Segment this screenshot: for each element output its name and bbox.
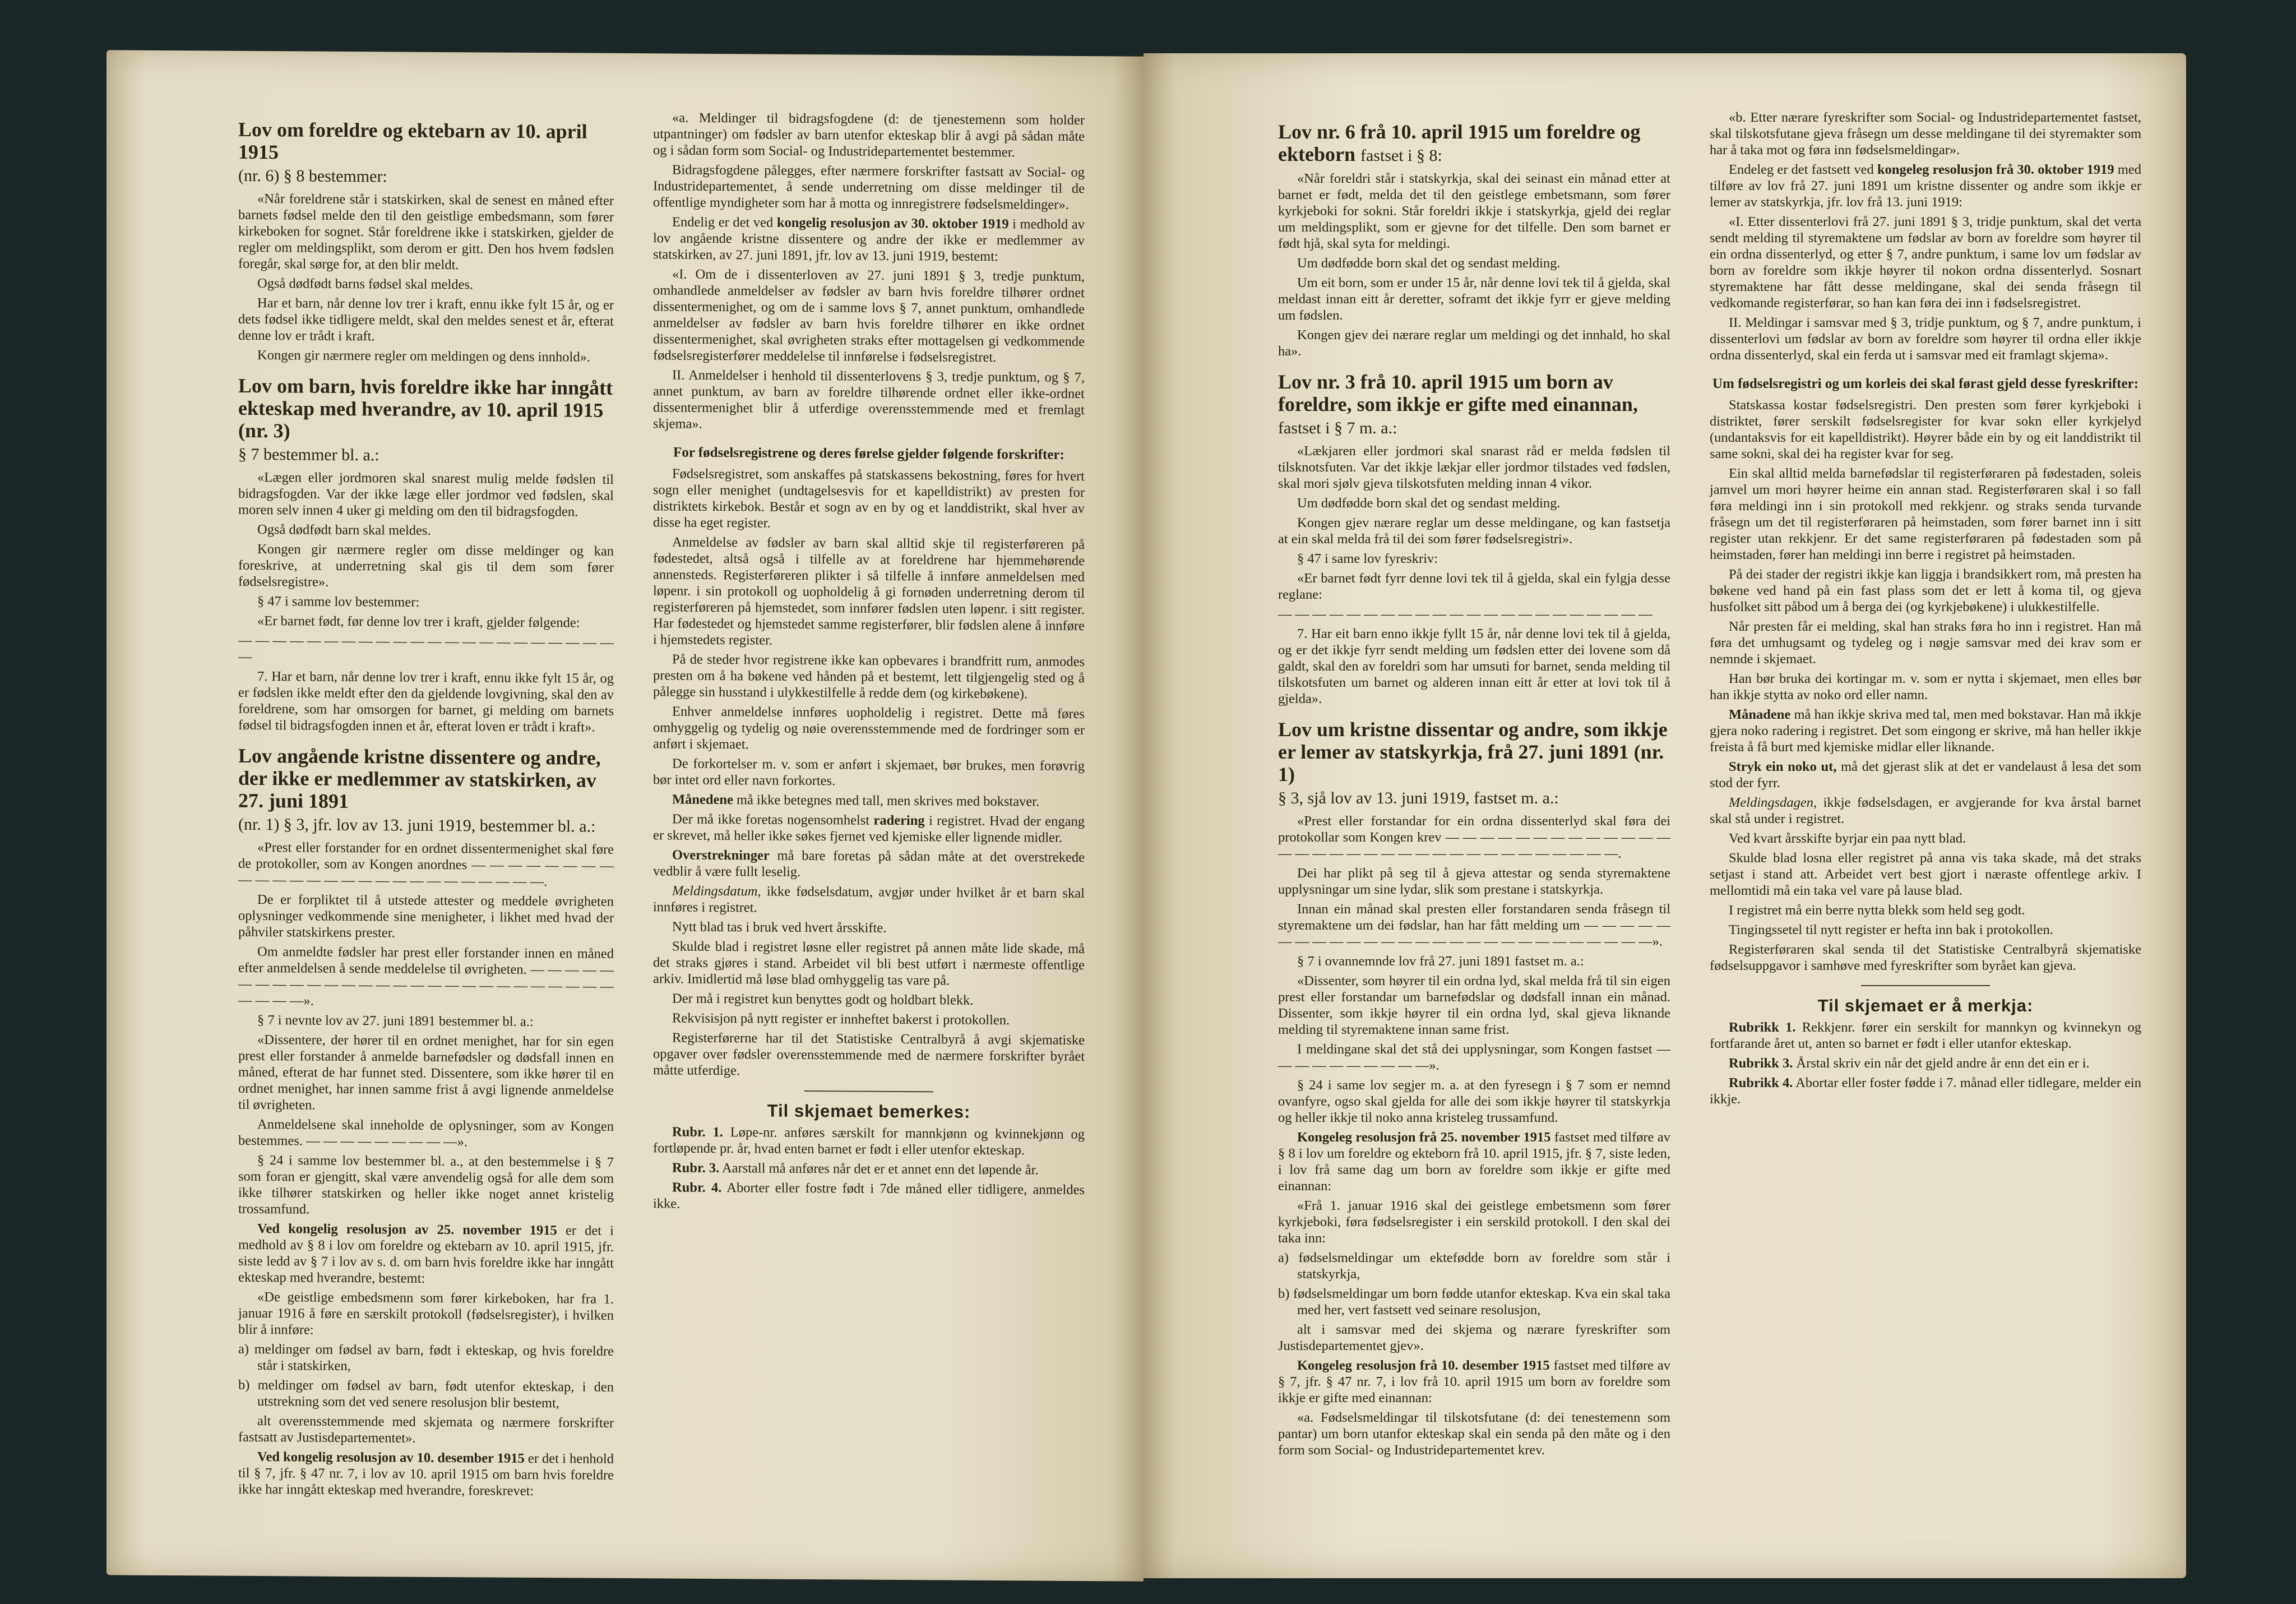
paragraph: På de steder hvor registrene ikke kan opbevares i brandfritt rum, anmodes presten om å ha bøkene ved hånden på et bestemt, lett tilgjengelig sted og å pålegge sin husstand i ulykkestilfelle å redde dem (og kirkebøkene). bbox=[653, 651, 1085, 702]
paragraph: Statskassa kostar fødselsregistri. Den presten som fører kyrkjeboki i distriktet, fører serskilt fødselsregister for kvar sokn eller kyrkjelyd (undantaksvis for eit kapelldistrikt). Høyrer både ein by og eit landdistrikt til same sokni, skal dei ha register kvar for seg. bbox=[1710, 397, 2141, 461]
paragraph: § 7 i ovannemnde lov frå 27. juni 1891 fastset m. a.: bbox=[1297, 954, 1584, 969]
paragraph: Ved kongelig resolusjon av 10. desember 1915 er det i henhold til § 7, jfr. § 47 nr. 7, i lov av 10. april 1915 om barn hvis foreldre ikke har inngått ekteskap med hverandre, foreskrevet: bbox=[238, 1449, 614, 1499]
paragraph: Der må ikke foretas nogensomhelst radering i registret. Hvad der engang er skrevet, må heller ikke søkes fjernet ved kjemiske eller lignende midler. bbox=[653, 811, 1085, 845]
paragraph: Der må i registret kun benyttes godt og holdbart blekk. bbox=[672, 991, 974, 1008]
paragraph: Registerførerne har til det Statistiske Centralbyrå å avgi skjematiske opgaver over fødsler overensstemmende med de nærmere forskrifter byrået måtte utferdige. bbox=[653, 1030, 1085, 1079]
paragraph: alt overensstemmende med skjemata og nærmere forskrifter fastsatt av Justisdepartementet». bbox=[238, 1413, 614, 1446]
paragraph: På dei stader der registri ikkje kan liggja i brandsikkert rom, må presten ha bøkene ved hand på ein fast plass som det er lett å koma til, og gjeva husfolket sitt påbod um å berga dei (og kyrkjebøkene) i ulukkestilfelle. bbox=[1710, 567, 2141, 614]
right-page-column-1 bbox=[1278, 109, 1670, 1462]
paragraph: «Er barnet født fyrr denne lovi tek til å gjelda, skal ein fylgja desse reglane: bbox=[1278, 571, 1670, 602]
left-page bbox=[107, 50, 1144, 1581]
paragraph: «a. Meldinger til bidragsfogdene (d: de tjenestemenn som holder utpantninger) om fødsler av barn utenfor ekteskap blir å avgi på sådan måte og i sådan form som Social- og Industridepartementet bestemmer. bbox=[653, 110, 1085, 160]
paragraph: Um dødfødde born skal det og sendast melding. bbox=[1297, 256, 1561, 271]
paragraph: «Dissenter, som høyrer til ein ordna lyd, skal melda frå til sin eigen prest eller forstandar um barnefødslar og dødsfall innan ein månad. Dissenter, som ikkje høyrer til ein ordna lyd, skal gjeva liknande melding til styremaktene innan same frist. bbox=[1278, 973, 1670, 1037]
paragraph: I registret må ein berre nytta blekk som held seg godt. bbox=[1729, 903, 2025, 918]
divider bbox=[1861, 985, 1990, 986]
paragraph: § 47 i samme lov bestemmer: bbox=[257, 593, 420, 610]
list-item: a) fødselsmeldingar um ektefødde born av foreldre som står i statskyrkja, bbox=[1278, 1250, 1670, 1282]
heading-til-skjemaet: Til skjemaet bemerkes: bbox=[767, 1101, 971, 1122]
paragraph: Rekvisisjon på nytt register er innheftet bakerst i protokollen. bbox=[672, 1010, 1010, 1028]
paragraph: Ved kongelig resolusjon av 25. november 1915 er det i medhold av § 8 i lov om foreldre og ektebarn av 10. april 1915, jfr. siste ledd av § 7 i lov av s. d. om barn hvis foreldre ikke har inngått ekteskap med hverandre, bestemt: bbox=[238, 1221, 614, 1286]
paragraph: Bidragsfogdene pålegges, efter nærmere forskrifter fastsatt av Social- og Industridepartementet, å sende underretning om disse meldinger til de offentlige myndigheter som har å motta og innregistrere fødselsmeldinger». bbox=[653, 162, 1085, 212]
heading-foreldre-ekteborn: Lov nr. 6 frå 10. april 1915 um foreldre og ekteborn fastset i § 8: bbox=[1278, 121, 1641, 165]
paragraph: Nytt blad tas i bruk ved hvert årsskifte. bbox=[672, 919, 887, 936]
paragraph: Enhver anmeldelse innføres uopholdelig i registret. Dette må føres omhyggelig og tydelig og nøie overensstemmende med de fordringer som er anført i skjemaet. bbox=[653, 704, 1085, 752]
heading-til-skjemaet-merkja: Til skjemaet er å merkja: bbox=[1817, 996, 2034, 1015]
heading-kristne-dissentar: Lov um kristne dissentar og andre, som ikkje er lemer av statskyrkja, frå 27. juni 1891 (nr. 1) § 3, sjå lov av 13. juni 1919, fastset m. a.: bbox=[1278, 718, 1668, 807]
paragraph: Kongen gir nærmere regler om meldingen og dens innhold». bbox=[257, 347, 590, 365]
paragraph: 7. Har et barn, når denne lov trer i kraft, ennu ikke fylt 15 år, og er fødslen ikke meldt efter den da gjeldende lovgivning, skal den av foreldrene, som har omsorgen for barnet, gi melding om barnets fødsel til bidragsfogden innen et år, efterat loven er trådt i kraft». bbox=[238, 668, 614, 735]
paragraph: Meldingsdagen, ikkje fødselsdagen, er avgjerande for kva årstal barnet skal stå under i registret. bbox=[1710, 795, 2141, 826]
paragraph: Om anmeldte fødsler har prest eller forstander innen en måned efter anmeldelsen å sende meddelelse til øvrigheten. — — — — — — — — — — — — — — — — — — — — — — — — — — — — — — —». bbox=[238, 944, 614, 1009]
paragraph: «b. Etter nærare fyreskrifter som Social- og Industridepartementet fastset, skal tilskotsfutane gjeva fråsegn um desse meldingane til dei styremakter som har å taka mot og føra inn fødselsmeldingar». bbox=[1710, 110, 2141, 158]
heading-foreldre-ektebarn: Lov om foreldre og ektebarn av 10. april 1915 (nr. 6) § 8 bestemmer: bbox=[238, 118, 587, 186]
paragraph: Registerføraren skal senda til det Statistiske Centralbyrå skjematiske fødselsuppgavor i samhøve med fyreskrifter som byrået kan gjeva. bbox=[1710, 942, 2141, 973]
list bbox=[238, 1341, 614, 1412]
paragraph: I meldingane skal det stå dei upplysningar, som Kongen fastset — — — — — — — — — —». bbox=[1278, 1042, 1670, 1073]
paragraph: Kongeleg resolusjon frå 10. desember 1915 fastset med tilføre av § 7, jfr. § 47 nr. 7, i lov frå 10. april 1915 um born av foreldre som ikkje er gifte med einannan: bbox=[1278, 1358, 1670, 1406]
paragraph: Tingingssetel til nytt register er hefta inn bak i protokollen. bbox=[1729, 922, 2053, 937]
paragraph: Stryk ein noko ut, må det gjerast slik at det er vandelaust å lesa det som stod der fyrr. bbox=[1710, 759, 2141, 791]
list-item: b) meldinger om fødsel av barn, født utenfor ekteskap, i den utstrekning som det ved senere resolusjon blir bestemt, bbox=[238, 1377, 614, 1411]
paragraph: § 47 i same lov fyreskriv: bbox=[1297, 551, 1438, 566]
paragraph: Skulde blad i registret løsne eller registret på annen måte lide skade, må det straks gjøres i stand. Arbeidet vil bli best utført i nærmeste offentlige arkiv. Imidlertid må løse blad omhyggelig tas vare på. bbox=[653, 939, 1085, 988]
paragraph: Skulde blad losna eller registret på anna vis taka skade, må det straks setjast i stand att. Arbeidet vert best gjort i næraste offentlege arkiv. I mellomtidi må ein taka vel vare på lause blad. bbox=[1710, 850, 2141, 898]
paragraph: Ved kvart årsskifte byrjar ein paa nytt blad. bbox=[1729, 831, 1966, 846]
paragraph: Rubrikk 3. Årstal skriv ein når det gjeld andre år enn det ein er i. bbox=[1729, 1056, 2090, 1071]
paragraph: «Lækjaren eller jordmori skal snarast råd er melda fødslen til tilsknotsfuten. Var det ikkje lækjar eller jordmor tilstades ved fødslen, skal mori sjølv gjeva tilskotsfuten melding innan 4 vikor. bbox=[1278, 443, 1670, 491]
paragraph: 7. Har eit barn enno ikkje fyllt 15 år, når denne lovi tek til å gjelda, og er det ikkje fyrr sendt melding um fødslen etter dei lovene som då galdt, skal den av foreldri som har umsuti for barnet, senda melding til tilskotsfuten um barnet og alderen innan eitt år etter at lovi tok til å gjelda». bbox=[1278, 626, 1670, 706]
paragraph: Når presten får ei melding, skal han straks føra ho inn i registret. Han må føra det umhugsamt og tydeleg og i nøgje samsvar med dei krav som er nemnde i skjemaet. bbox=[1710, 619, 2141, 667]
paragraph: Kongen gjev dei nærare reglar um meldingi og det innhald, ho skal ha». bbox=[1278, 327, 1670, 359]
paragraph: Kongeleg resolusjon frå 25. november 1915 fastset med tilføre av § 8 i lov um foreldre og ekteborn frå 10. april 1915, jfr. § 7, siste leden, i lov frå same dag um born av foreldre som ikkje er gifte med einannan: bbox=[1278, 1130, 1670, 1194]
paragraph: «Dissentere, der hører til en ordnet menighet, har for sin egen prest eller forstander å anmelde barnefødsler og dødsfall innen en måned, efterat de har funnet sted. Dissentere, som ikke hører til en ordnet menighet, har innen samme frist å avgi lignende anmeldelse til øvrigheten. bbox=[238, 1032, 614, 1113]
paragraph: § 24 i samme lov bestemmer bl. a., at den bestemmelse i § 7 som foran er gjengitt, skal være anvendelig også for alle dem som ikke tilhører statskirken og heller ikke noget annet kristelig trossamfund. bbox=[238, 1152, 614, 1217]
paragraph: «Lægen eller jordmoren skal snarest mulig melde fødslen til bidragsfogden. Var der ikke læge eller jordmor ved fødslen, skal moren selv innen 4 uker gi melding om den til bidragsfogden. bbox=[238, 469, 614, 520]
paragraph: «I. Om de i dissenterloven av 27. juni 1891 § 3, tredje punktum, omhandlede anmeldelser av fødsler av barn hvis foreldre tilhører ordnet dissentermenighet, og om de i samme lovs § 7, annet punktum, omhandlede anmeldelser av fødsler av barn hvis foreldre tilhører en ikke ordnet dissentermenighet, skal øvrigheten straks efter mottagelsen gi vedkommende fødselsregisterfører meddelelse til innførelse i fødselsregistret. bbox=[653, 266, 1085, 366]
paragraph: Dei har plikt på seg til å gjeva attestar og senda styremaktene upplysningar um sine lydar, slik som prestane i statskyrkja. bbox=[1278, 866, 1670, 897]
divider bbox=[804, 1090, 933, 1092]
paragraph: alt i samsvar med dei skjema og nærare fyreskrifter som Justisdepartementet gjev». bbox=[1278, 1322, 1670, 1353]
dash-line: — — — — — — — — — — — — — — — — — — — — — — — bbox=[238, 632, 614, 664]
list bbox=[1278, 1250, 1670, 1318]
paragraph: «Prest eller forstandar for ein ordna dissenterlyd skal føra dei protokollar som Kongen krev — — — — — — — — — — — — — — — — — — — — — — — — — — — — — — — — —. bbox=[1278, 813, 1670, 861]
paragraph: Endelig er det ved kongelig resolusjon av 30. oktober 1919 i medhold av lov angående kristne dissentere og andre der ikke er medlemmer av statskirken, av 27. juni 1891, jfr. lov av 13. juni 1919, bestemt: bbox=[653, 214, 1085, 265]
list-item: a) meldinger om fødsel av barn, født i ekteskap, og hvis foreldre står i statskirken, bbox=[238, 1341, 614, 1374]
left-page-column-1 bbox=[238, 107, 614, 1503]
paragraph: «De geistlige embedsmenn som fører kirkeboken, har fra 1. januar 1916 å føre en særskilt protokoll (fødselsregister), i hvilken blir å innføre: bbox=[238, 1289, 614, 1338]
heading-barn-utenfor-ekteskap: Lov om barn, hvis foreldre ikke har inngått ekteskap med hverandre, av 10. april 1915 (nr. 3) § 7 bestemmer bl. a.: bbox=[238, 374, 613, 465]
right-page-column-2 bbox=[1710, 109, 2141, 1111]
paragraph: Overstrekninger må bare foretas på sådan måte at det overstrekede vedblir å være fullt leselig. bbox=[653, 847, 1085, 880]
paragraph: Rubr. 4. Aborter eller fostre født i 7de måned eller tidligere, anmeldes ikke. bbox=[653, 1180, 1085, 1212]
paragraph: «Når foreldri står i statskyrkja, skal dei seinast ein månad etter at barnet er født, melda det til den geistlege embetsmann, som fører kyrkjeboki for sokni. Står foreldri ikkje i statskyrkja, gjeld dei reglar um meldingsplikt, som er gjevne for det tilfelle. Den som barnet er født hjå, skal syta for meldingi. bbox=[1278, 171, 1670, 251]
list-item: b) fødselsmeldingar um born fødde utanfor ekteskap. Kva ein skal taka med her, vert fastsett ved seinare resolusjon, bbox=[1278, 1286, 1670, 1318]
paragraph: Rubrikk 4. Abortar eller foster fødde i 7. månad eller tidlegare, melder ein ikkje. bbox=[1710, 1075, 2141, 1107]
paragraph: Ein skal alltid melda barnefødslar til registerføraren på fødestaden, soleis jamvel um mori høyrer heime ein annan stad. Registerføraren skal i so fall føra meldingi inn i sin protokoll med rekkjenr. og straks senda turvande fråsegn um det til registerføraren på heimstaden, som fører barnet inn i sitt register utan rekkjenr. Er det same registerføraren på fødestaden som på heimstaden, fører han meldingi inn berre i registret på heimstaden. bbox=[1710, 466, 2141, 562]
paragraph: Også dødfødt barn skal meldes. bbox=[257, 521, 431, 538]
paragraph: Meldingsdatum, ikke fødselsdatum, avgjør under hvilket år et barn skal innføres i registret. bbox=[653, 883, 1085, 916]
paragraph: De forkortelser m. v. som er anført i skjemaet, bør brukes, men forøvrig bør intet ord eller navn forkortes. bbox=[653, 756, 1085, 789]
paragraph: Innan ein månad skal presten eller forstandaren senda fråsegn til styremaktene um dei fødslar, han har fått melding um — — — — — — — — — — — — — — — — — — — — — — — — — — —». bbox=[1278, 902, 1670, 949]
paragraph: Anmeldelse av fødsler av barn skal alltid skje til registerføreren på fødestedet, altså også i tilfelle av at foreldrene har hjemmehørende annensteds. Registerføreren plikter i så tilfelle å innføre anmeldelsen med løpenr. i sin protokoll og uopholdelig å gi fornøden underretning derom til registerføreren på hjemstedet, som innfører fødslen uten løpenr. i sitt register. Har fødestedet og hjemstedet samme registerfører, blir fødslen alene å innføre i hjemstedets register. bbox=[653, 534, 1085, 648]
paragraph: Kongen gir nærmere regler om disse meldinger og kan foreskrive, at underretning skal gis til dem som fører fødselsregistre». bbox=[238, 541, 614, 590]
paragraph: § 7 i nevnte lov av 27. juni 1891 bestemmer bl. a.: bbox=[257, 1012, 534, 1030]
paragraph: Han bør bruka dei kortingar m. v. som er nytta i skjemaet, men elles bør han ikkje stytta av noko ord eller namn. bbox=[1710, 671, 2141, 702]
paragraph: Endeleg er det fastsett ved kongeleg resolusjon frå 30. oktober 1919 med tilføre av lov frå 27. juni 1891 um kristne dissenter og andre som ikkje er lemer av statskyrkja, jfr. lov frå 13. juni 1919: bbox=[1710, 162, 2142, 210]
paragraph: «Når foreldrene står i statskirken, skal de senest en måned efter barnets fødsel melde den til den geistlige embedsmann, som fører kirkeboken for sognet. Står foreldrene ikke i statskirken, gjelder de regler om meldingsplikt, som derom er gitt. Den hos hvem fødslen foregår, skal sørge for, at den blir meldt. bbox=[238, 191, 614, 273]
paragraph: Har et barn, når denne lov trer i kraft, ennu ikke fylt 15 år, og er dets fødsel ikke tidligere meldt, skal den meldes senest et år, efterat denne lov er trådt i kraft. bbox=[238, 295, 614, 344]
paragraph: Månedene må ikke betegnes med tall, men skrives med bokstaver. bbox=[672, 792, 1040, 810]
paragraph: Um dødfødde born skal det og sendast melding. bbox=[1297, 496, 1561, 511]
heading-fyreskrifter: Um fødselsregistri og um korleis dei skal førast gjeld desse fyreskrifter: bbox=[1712, 376, 2139, 391]
heading-forskrifter: For fødselsregistrene og deres førelse gjelder følgende forskrifter: bbox=[673, 445, 1064, 463]
paragraph: Rubrikk 1. Rekkjenr. fører ein serskilt for mannkyn og kvinnekyn og fortfarande året ut, anten so barnet er født i eller utanfor ekteskap. bbox=[1710, 1020, 2141, 1051]
paragraph: De er forpliktet til å utstede attester og meddele øvrigheten oplysninger vedkommende sine menigheter, i likhet med hvad der påhviler statskirkens prester. bbox=[238, 891, 614, 941]
paragraph: Rubr. 1. Løpe-nr. anføres særskilt for mannkjønn og kvinnekjønn og fortløpende pr. år, hvad enten barnet er født i eller utenfor ekteskap. bbox=[653, 1124, 1085, 1158]
paragraph: «I. Etter dissenterlovi frå 27. juni 1891 § 3, tridje punktum, skal det verta sendt melding til styremaktene um fødslar av born av foreldre som høyrer til ein ordna dissenterlyd, og etter § 7, andre punktum, i same lov um fødslar av born av foreldre som ikkje høyrer til nokon ordna dissenterlyd. Sosnart styremaktene har fått desse meldingane, skal dei senda fråsegn til vedkomande registerførar, so han kan føra dei inn i fødselsregistret. bbox=[1710, 214, 2141, 311]
paragraph: II. Anmeldelser i henhold til dissenterlovens § 3, tredje punktum, og § 7, annet punktum, av barn av foreldre tilhørende ordnet eller ikke-ordnet dissentermenighet blir å utferdige overensstemmende med et fremlagt skjema». bbox=[653, 367, 1085, 432]
heading-dissentere: Lov angående kristne dissentere og andre, der ikke er medlemmer av statskirken, av 27. juni 1891 (nr. 1) § 3, jfr. lov av 13. juni 1919, bestemmer bl. a.: bbox=[238, 744, 601, 836]
paragraph: Også dødfødt barns fødsel skal meldes. bbox=[257, 275, 474, 293]
paragraph: § 24 i same lov segjer m. a. at den fyresegn i § 7 som er nemnd ovanfyre, ogso skal gjelda for alle dei som ikkje høyrer til statskyrkja og heller ikkje til noko anna kristeleg trussamfund. bbox=[1278, 1078, 1670, 1125]
paragraph: «Frå 1. januar 1916 skal dei geistlege embetsmenn som fører kyrkjeboki, føra fødselsregister i ein serskild protokoll. I den skal dei taka inn: bbox=[1278, 1198, 1670, 1246]
paragraph: Månadene må han ikkje skriva med tal, men med bokstavar. Han må ikkje gjera noko radering i registret. Det som eingong er skrive, må han heller ikkje freista å få burt med kjemiske midlar eller liknande. bbox=[1710, 707, 2141, 755]
left-page-column-2 bbox=[653, 109, 1085, 1218]
paragraph: Kongen gjev nærare reglar um desse meldingane, og kan fastsetja at ein skal melda frå til dei som fører fødselsregistri». bbox=[1278, 515, 1670, 547]
paragraph: Rubr. 3. Aarstall må anføres når det er et annet enn det løpende år. bbox=[672, 1160, 1039, 1178]
paragraph: II. Meldingar i samsvar med § 3, tridje punktum, og § 7, andre punktum, i dissenterlovi um fødslar av born av foreldre som høyrer til ordna eller ikkje ordna dissenterlyd, skal ein ferda ut i samsvar med eit framlagt skjema». bbox=[1710, 315, 2141, 363]
paragraph: «Er barnet født, før denne lov trer i kraft, gjelder følgende: bbox=[257, 613, 580, 631]
paragraph: Anmeldelsene skal inneholde de oplysninger, som av Kongen bestemmes. — — — — — — — — —». bbox=[238, 1116, 614, 1150]
paragraph: «a. Fødselsmeldingar til tilskotsfutane (d: dei tenestemenn som pantar) um born utanfor ekteskap skal ein senda på den måte og i den form som Social- og Industridepartementet krev. bbox=[1278, 1410, 1670, 1458]
right-page bbox=[1144, 53, 2186, 1578]
heading-born-utanfor-ekteskap: Lov nr. 3 frå 10. april 1915 um born av foreldre, som ikkje er gifte med einannan, fastset i § 7 m. a.: bbox=[1278, 371, 1638, 437]
paragraph: Fødselsregistret, som anskaffes på statskassens bekostning, føres for hvert sogn eller menighet (undtagelsesvis for et kapelldistrikt) av presten for distriktets kirkebok. Består et sogn av en by og et landdistrikt, skal hver av disse ha eget register. bbox=[653, 466, 1085, 531]
paragraph: «Prest eller forstander for en ordnet dissentermenighet skal føre de protokoller, som av Kongen anordnes — — — — — — — — — — — — — — — — — — — — — — — — — —. bbox=[238, 839, 614, 890]
paragraph: Um eit born, som er under 15 år, når denne lovi tek til å gjelda, skal meldast innan eitt år deretter, soframt det ikkje fyrr er gjeve melding um fødslen. bbox=[1278, 275, 1670, 323]
open-register-book bbox=[107, 53, 2186, 1578]
dash-line: — — — — — — — — — — — — — — — — — — — — — — bbox=[1278, 607, 1652, 622]
